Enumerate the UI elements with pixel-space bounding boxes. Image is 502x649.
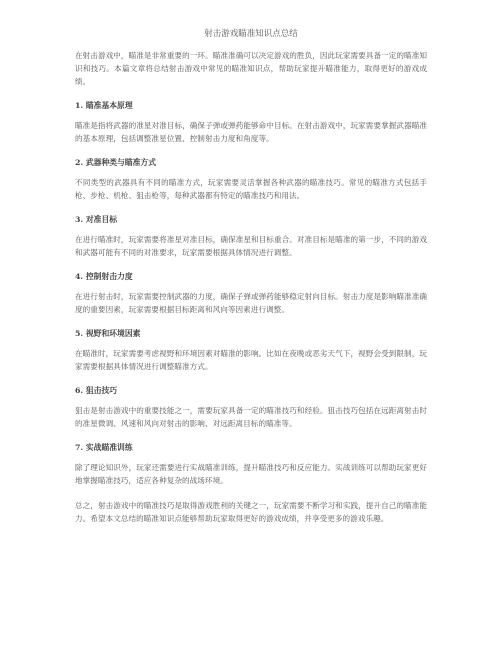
section-heading: 2. 武器种类与瞄准方式: [75, 158, 157, 167]
section-heading: 6. 狙击技巧: [75, 386, 118, 395]
section-body: 除了理论知识外，玩家还需要进行实战瞄准训练，提升瞄准技巧和反应能力。实战训练可以帮助玩家更好地掌握瞄准技巧，适应各种复杂的战场环境。: [75, 463, 427, 485]
section-4: [75, 271, 427, 316]
section-3: [75, 214, 427, 259]
section-heading: 7. 实战瞄准训练: [75, 443, 133, 452]
section-7: [75, 442, 427, 487]
section-2: [75, 157, 427, 202]
section-6: [75, 385, 427, 430]
section-body: 不同类型的武器具有不同的瞄准方式，玩家需要灵活掌握各种武器的瞄准技巧。常见的瞄准方式包括手枪、步枪、机枪、狙击枪等，每种武器都有特定的瞄准技巧和用法。: [75, 178, 427, 200]
section-5: [75, 328, 427, 373]
section-heading: 1. 瞄准基本原理: [75, 101, 133, 110]
intro-paragraph: 在射击游戏中，瞄准是非常重要的一环。瞄准准确可以决定游戏的胜负，因此玩家需要具备一定的瞄准知识和技巧。本篇文章将总结射击游戏中常见的瞄准知识点，帮助玩家提升瞄准能力，取得更好的游戏成绩。: [75, 51, 427, 86]
section-1: [75, 100, 427, 145]
document-title: 射击游戏瞄准知识点总结: [204, 29, 298, 39]
section-body: 在进行射击时，玩家需要控制武器的力度，确保子弹或弹药能够稳定射向目标。射击力度是影响瞄准准确度的重要因素，玩家需要根据目标距离和风向等因素进行调整。: [75, 292, 427, 314]
section-heading: 4. 控制射击力度: [75, 272, 133, 281]
section-body: 狙击是射击游戏中的重要技能之一，需要玩家具备一定的瞄准技巧和经验。狙击技巧包括在远距离射击时的准星微调、风速和风向对射击的影响、对远距离目标的瞄准等。: [75, 406, 427, 428]
section-body: 在进行瞄准时，玩家需要将准星对准目标，确保准星和目标重合。对准目标是瞄准的第一步，不同的游戏和武器可能有不同的对准要求，玩家需要根据具体情况进行调整。: [75, 235, 427, 257]
section-body: 在瞄准时，玩家需要考虑视野和环境因素对瞄准的影响。比如在夜晚或恶劣天气下，视野会受到限制，玩家需要根据具体情况进行调整瞄准方式。: [75, 349, 427, 371]
section-heading: 3. 对准目标: [75, 215, 118, 224]
conclusion-paragraph: 总之，射击游戏中的瞄准技巧是取得游戏胜利的关键之一，玩家需要不断学习和实践，提升自己的瞄准能力。希望本文总结的瞄准知识点能够帮助玩家取得更好的游戏成绩，并享受更多的游戏乐趣。: [75, 501, 427, 523]
section-heading: 5. 视野和环境因素: [75, 329, 141, 338]
section-body: 瞄准是指将武器的准星对准目标，确保子弹或弹药能够命中目标。在射击游戏中，玩家需要掌握武器瞄准的基本原理，包括调整准星位置、控制射击力度和角度等。: [75, 121, 427, 143]
